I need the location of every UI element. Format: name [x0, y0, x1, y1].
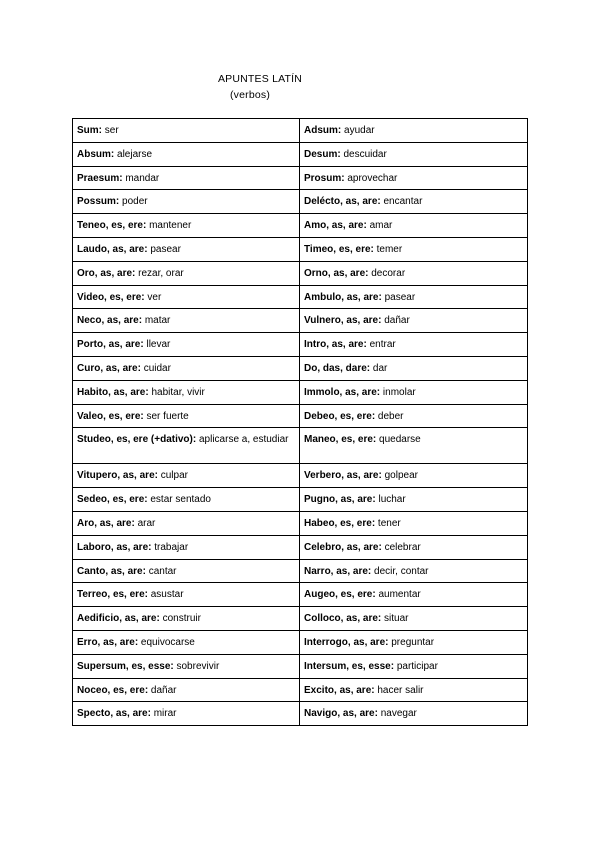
verb-cell [300, 488, 528, 512]
latin-verb: Excito, as, are: [304, 684, 375, 696]
latin-verb: Pugno, as, are: [304, 494, 376, 506]
latin-verb: Desum: [304, 148, 341, 160]
verb-table-body [73, 119, 528, 726]
verb-cell [73, 190, 300, 214]
latin-verb: Timeo, es, ere: [304, 243, 374, 255]
latin-verb: Amo, as, are: [304, 220, 367, 232]
latin-verb: Delécto, as, are: [304, 196, 381, 208]
verb-cell [73, 428, 300, 464]
table-row [73, 166, 528, 190]
verb-cell [300, 559, 528, 583]
page-subtitle: (verbos) [229, 89, 271, 101]
verb-meaning: mandar [122, 172, 160, 184]
verb-cell [73, 119, 300, 143]
latin-verb: Vitupero, as, are: [77, 470, 158, 482]
table-row [73, 285, 528, 309]
verb-meaning: matar [142, 315, 171, 327]
verb-meaning: cuidar [140, 362, 171, 374]
latin-verb: Noceo, es, ere: [77, 684, 149, 696]
verb-cell [73, 214, 300, 238]
verb-cell [300, 285, 528, 309]
verb-meaning: dañar [381, 315, 410, 327]
page-title: APUNTES LATÍN [217, 73, 303, 85]
verb-meaning: llevar [143, 339, 171, 351]
verb-cell [300, 190, 528, 214]
verb-cell [73, 285, 300, 309]
verb-cell [73, 583, 300, 607]
latin-verb: Ambulo, as, are: [304, 291, 382, 303]
verb-meaning: dar [370, 362, 388, 374]
latin-verb: Adsum: [304, 125, 342, 136]
verb-meaning: golpear [381, 470, 418, 482]
verb-cell [300, 678, 528, 702]
latin-verb: Vulnero, as, are: [304, 315, 382, 327]
verb-cell [300, 583, 528, 607]
verb-meaning: mantener [146, 220, 192, 232]
latin-verb: Interrogo, as, are: [304, 636, 389, 648]
verb-meaning: temer [373, 243, 403, 255]
latin-verb: Orno, as, are: [304, 267, 369, 279]
verb-meaning: preguntar [388, 636, 435, 648]
latin-verb: Debeo, es, ere: [304, 410, 376, 422]
verb-meaning: celebrar [381, 541, 421, 553]
latin-verb: Valeo, es, ere: [77, 410, 144, 422]
table-row [73, 702, 528, 726]
latin-verb: Terreo, es, ere: [77, 589, 148, 601]
verb-meaning: habitar, vivir [148, 386, 205, 398]
verb-cell [300, 630, 528, 654]
latin-verb: Praesum: [77, 172, 123, 184]
verb-cell [300, 309, 528, 333]
verb-cell [73, 237, 300, 261]
table-row [73, 404, 528, 428]
latin-verb: Do, das, dare: [304, 362, 371, 374]
verb-cell [73, 261, 300, 285]
verb-cell [300, 237, 528, 261]
latin-verb: Absum: [77, 148, 115, 160]
verb-meaning: pasear [147, 243, 181, 255]
verb-meaning: tener [375, 517, 401, 529]
latin-verb: Verbero, as, are: [304, 470, 382, 482]
verb-meaning: ver [144, 291, 162, 303]
verb-meaning: construir [159, 613, 201, 625]
latin-verb: Sum: [77, 125, 102, 136]
latin-verb: Intro, as, are: [304, 339, 367, 351]
verb-meaning: alejarse [114, 148, 153, 160]
verb-cell [300, 535, 528, 559]
verb-meaning: estar sentado [147, 494, 211, 506]
verb-cell [73, 309, 300, 333]
table-row [73, 380, 528, 404]
verb-meaning: encantar [380, 196, 423, 208]
verb-cell [300, 607, 528, 631]
latin-verb: Narro, as, are: [304, 565, 372, 577]
verb-cell [73, 142, 300, 166]
table-row [73, 535, 528, 559]
verb-cell [73, 630, 300, 654]
verb-cell [300, 333, 528, 357]
verb-cell [73, 535, 300, 559]
verb-cell [300, 654, 528, 678]
verb-cell [73, 678, 300, 702]
table-row [73, 333, 528, 357]
latin-verb: Habeo, es, ere: [304, 517, 376, 529]
latin-verb: Teneo, es, ere: [77, 220, 147, 232]
verb-meaning: situar [381, 613, 409, 625]
verb-cell [300, 464, 528, 488]
table-row [73, 190, 528, 214]
verb-cell [73, 559, 300, 583]
verb-cell [73, 702, 300, 726]
verb-meaning: inmolar [380, 386, 416, 398]
table-row [73, 488, 528, 512]
verb-meaning: cantar [145, 565, 177, 577]
verb-cell [73, 511, 300, 535]
verb-cell [73, 380, 300, 404]
verb-meaning: decir, contar [371, 565, 429, 577]
verb-meaning: trabajar [151, 541, 189, 553]
verb-meaning: aprovechar [344, 172, 398, 184]
verb-meaning: arar [134, 517, 156, 529]
verb-meaning: amar [366, 220, 393, 232]
table-row [73, 428, 528, 464]
latin-verb: Aedificio, as, are: [77, 613, 160, 625]
latin-verb: Laudo, as, are: [77, 243, 148, 255]
verb-cell [73, 404, 300, 428]
latin-verb: Canto, as, are: [77, 565, 146, 577]
table-row [73, 559, 528, 583]
verb-cell [300, 119, 528, 143]
table-row [73, 356, 528, 380]
latin-verb: Erro, as, are: [77, 636, 139, 648]
latin-verb: Porto, as, are: [77, 339, 144, 351]
latin-verb: Sedeo, es, ere: [77, 494, 148, 506]
table-row [73, 678, 528, 702]
verb-meaning: luchar [375, 494, 406, 506]
verb-cell [300, 261, 528, 285]
verb-meaning: participar [394, 660, 438, 672]
verb-meaning: hacer salir [374, 684, 424, 696]
table-row [73, 583, 528, 607]
latin-verb: Video, es, ere: [77, 291, 145, 303]
verb-meaning: culpar [157, 470, 188, 482]
verb-meaning: aumentar [375, 589, 421, 601]
latin-verb: Augeo, es, ere: [304, 589, 376, 601]
verb-meaning: deber [375, 410, 404, 422]
verb-meaning: aplicarse a, estudiar [196, 434, 289, 446]
verb-table [72, 118, 528, 726]
verb-meaning: mirar [150, 708, 177, 720]
verb-meaning: equivocarse [138, 636, 195, 648]
table-row [73, 464, 528, 488]
table-row [73, 119, 528, 143]
table-row [73, 630, 528, 654]
latin-verb: Laboro, as, are: [77, 541, 152, 553]
verb-cell [73, 654, 300, 678]
table-row [73, 607, 528, 631]
table-row [73, 654, 528, 678]
verb-cell [73, 488, 300, 512]
latin-verb: Immolo, as, are: [304, 386, 381, 398]
latin-verb: Possum: [77, 196, 120, 208]
verb-meaning: ser [102, 125, 119, 136]
verb-meaning: navegar [377, 708, 417, 720]
verb-cell [73, 166, 300, 190]
verb-cell [73, 607, 300, 631]
latin-verb: Habito, as, are: [77, 386, 149, 398]
verb-meaning: decorar [368, 267, 406, 279]
verb-cell [73, 464, 300, 488]
verb-cell [300, 356, 528, 380]
verb-cell [300, 166, 528, 190]
verb-cell [300, 142, 528, 166]
latin-verb: Navigo, as, are: [304, 708, 378, 720]
latin-verb: Supersum, es, esse: [77, 660, 174, 672]
verb-meaning: pasear [381, 291, 416, 303]
verb-cell [73, 356, 300, 380]
verb-meaning: quedarse [376, 434, 421, 446]
latin-verb: Intersum, es, esse: [304, 660, 395, 672]
table-row [73, 142, 528, 166]
verb-meaning: ser fuerte [143, 410, 189, 422]
verb-meaning: asustar [147, 589, 184, 601]
latin-verb: Prosum: [304, 172, 345, 184]
verb-meaning: dañar [148, 684, 177, 696]
table-row [73, 214, 528, 238]
verb-cell [300, 428, 528, 464]
verb-meaning: sobrevivir [173, 660, 220, 672]
verb-cell [73, 333, 300, 357]
latin-verb: Maneo, es, ere: [304, 434, 377, 446]
table-row [73, 511, 528, 535]
verb-meaning: rezar, orar [135, 267, 184, 279]
table-row [73, 309, 528, 333]
table-row [73, 261, 528, 285]
verb-cell [300, 702, 528, 726]
latin-verb: Oro, as, are: [77, 267, 136, 279]
verb-meaning: poder [119, 196, 148, 208]
verb-cell [300, 511, 528, 535]
latin-verb: Studeo, es, ere (+dativo): [77, 434, 197, 446]
verb-cell [300, 214, 528, 238]
verb-meaning: descuidar [340, 148, 387, 160]
latin-verb: Celebro, as, are: [304, 541, 382, 553]
verb-meaning: ayudar [341, 125, 375, 136]
latin-verb: Specto, as, are: [77, 708, 151, 720]
latin-verb: Curo, as, are: [77, 362, 141, 374]
latin-verb: Colloco, as, are: [304, 613, 382, 625]
verb-cell [300, 380, 528, 404]
latin-verb: Aro, as, are: [77, 517, 135, 529]
table-row [73, 237, 528, 261]
verb-meaning: entrar [366, 339, 396, 351]
latin-verb: Neco, as, are: [77, 315, 143, 327]
verb-cell [300, 404, 528, 428]
